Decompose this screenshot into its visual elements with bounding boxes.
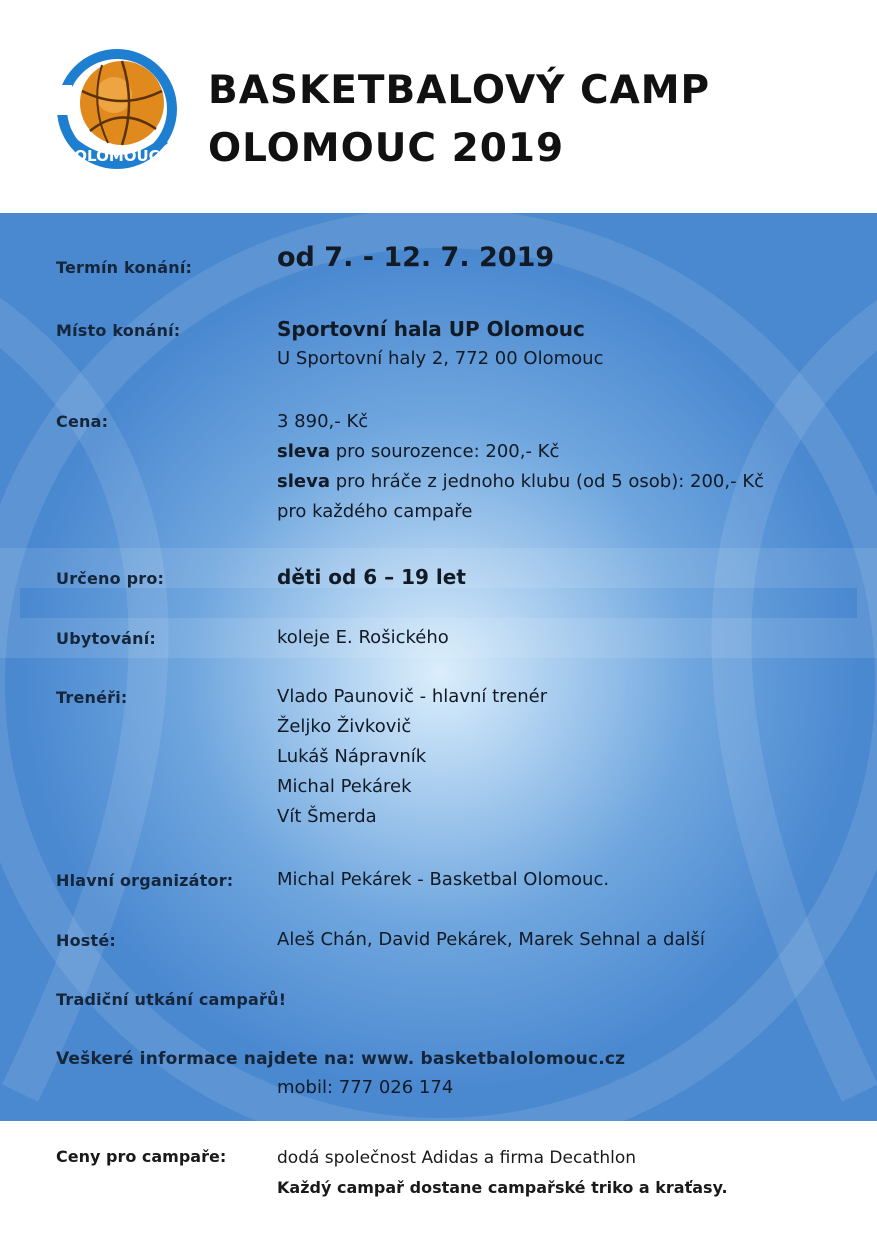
olomouc-basketball-logo (50, 45, 185, 175)
trainer-4: Michal Pekárek (277, 776, 412, 797)
price: 3 890,- Kč (277, 411, 369, 432)
venue-address: U Sportovní haly 2, 772 00 Olomouc (277, 348, 604, 369)
discount-siblings-bold: sleva (277, 441, 330, 462)
hoste-label: Hosté: (56, 931, 117, 950)
cena-label: Cena: (56, 412, 109, 431)
misto-value (277, 314, 603, 374)
prizes-line-1: dodá společnost Adidas a firma Decathlon (277, 1148, 637, 1168)
treneri-label: Trenéři: (56, 688, 128, 707)
footer (0, 1121, 877, 1240)
discount-club (277, 467, 764, 497)
discount-siblings-text: pro sourozence: 200,- Kč (329, 441, 560, 462)
ubytovani-label: Ubytování: (56, 629, 157, 648)
urceno-label: Určeno pro: (56, 569, 165, 588)
organizator-value: Michal Pekárek - Basketbal Olomouc. (277, 869, 610, 890)
info-panel (0, 213, 877, 1121)
title-line-1: BASKETBALOVÝ CAMP (208, 68, 711, 113)
trainer-2: Željko Živkovič (277, 716, 412, 737)
info-mobile: mobil: 777 026 174 (277, 1077, 454, 1098)
discount-club-bold: sleva (277, 471, 330, 492)
venue-name: Sportovní hala UP Olomouc (277, 317, 585, 341)
urceno-value: děti od 6 – 19 let (277, 565, 466, 589)
ubytovani-value: koleje E. Rošického (277, 627, 449, 648)
termin-label: Termín konání: (56, 258, 193, 277)
logo-text: OLOMOUC (74, 147, 160, 165)
hoste-value: Aleš Chán, David Pekárek, Marek Sehnal a další (277, 929, 705, 950)
prizes-value (277, 1143, 728, 1203)
title-line-2: OLOMOUC 2019 (208, 126, 565, 171)
misto-label: Místo konání: (56, 321, 181, 340)
page-title (208, 62, 710, 178)
discount-club-text: pro hráče z jednoho klubu (od 5 osob): 200,- Kč (329, 471, 765, 492)
organizator-label: Hlavní organizátor: (56, 871, 234, 890)
cena-value (277, 407, 764, 527)
trainer-1: Vlado Paunovič - hlavní trenér (277, 686, 548, 707)
prizes-label: Ceny pro campaře: (56, 1147, 227, 1166)
header (0, 0, 877, 213)
utkani-label: Tradiční utkání campařů! (56, 990, 287, 1009)
trainer-3: Lukáš Nápravník (277, 746, 427, 767)
info-label: Veškeré informace najdete na: www. basketbalolomouc.cz (56, 1049, 626, 1069)
discount-club-cont: pro každého campaře (277, 501, 473, 522)
trainer-5: Vít Šmerda (277, 806, 377, 827)
treneri-list (277, 682, 547, 832)
termin-value: od 7. - 12. 7. 2019 (277, 242, 555, 273)
discount-siblings (277, 437, 764, 467)
prizes-line-2: Každý campař dostane campařské triko a kraťasy. (277, 1178, 728, 1197)
